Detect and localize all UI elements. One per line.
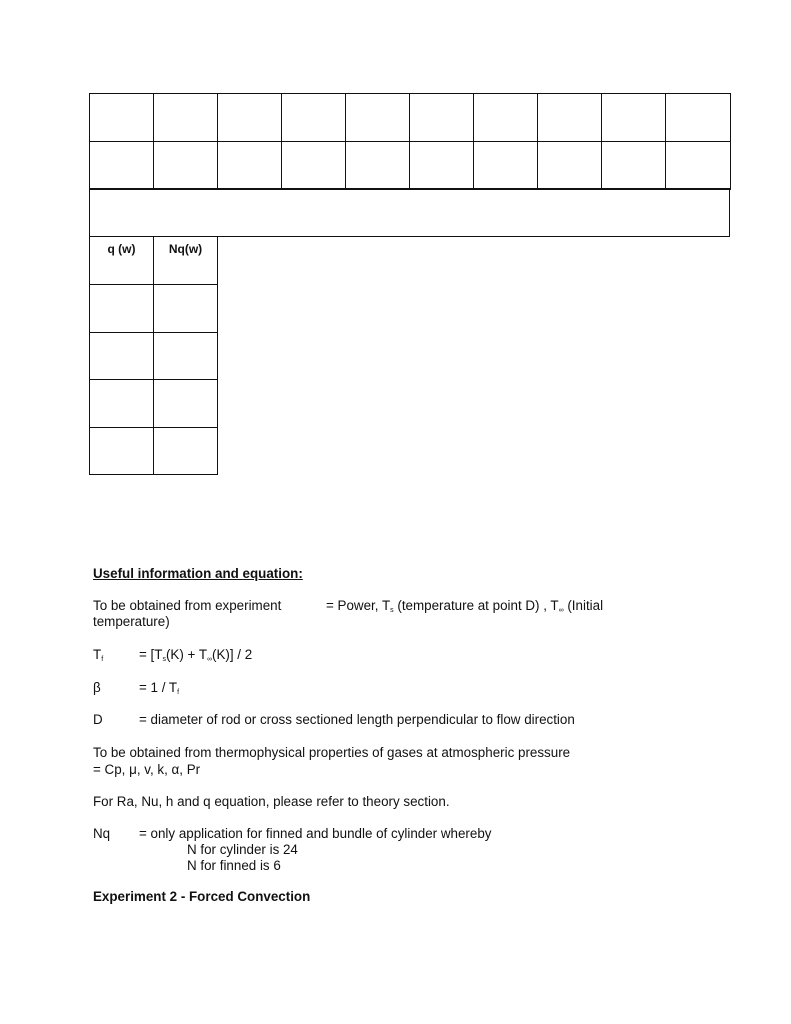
table-cell (153, 427, 218, 476)
next-section-title: Experiment 2 - Forced Convection (93, 889, 311, 904)
nq-finned: N for finned is 6 (187, 858, 281, 873)
table-cell (473, 141, 538, 190)
header-q: q (w) (89, 236, 154, 285)
experiment-value: = Power, $T_s$ (temperature at point D) , $T_\infty$ (Initial (326, 598, 604, 614)
section-title: Useful information and equation: (93, 566, 303, 581)
theory-note: For Ra, Nu, h and q equation, please refer to theory section. (93, 794, 450, 809)
table-cell (601, 141, 666, 190)
thermo-line1: To be obtained from thermophysical properties of gases at atmospheric pressure (93, 745, 571, 760)
table-cell (89, 332, 154, 381)
table-cell (153, 93, 218, 142)
table-cell (153, 284, 218, 333)
table-cell (601, 93, 666, 142)
table-merged-row (89, 188, 730, 237)
thermo-line2: = Cp, μ, v, k, α, Pr (93, 762, 201, 777)
experiment-value-cont: temperature) (93, 614, 170, 629)
table-cell (217, 93, 282, 142)
table-cell (665, 141, 731, 190)
d-definition: = diameter of rod or cross sectioned length perpendicular to flow direction (139, 712, 575, 727)
table-cell (409, 141, 474, 190)
nq-cylinder: N for cylinder is 24 (187, 842, 298, 857)
table-cell (89, 427, 154, 476)
table-cell (89, 379, 154, 428)
table-cell (537, 93, 602, 142)
table-cell (281, 93, 346, 142)
header-nq: Nq(w) (153, 236, 218, 285)
table-cell (89, 141, 154, 190)
table-cell (217, 141, 282, 190)
table-cell (665, 93, 731, 142)
table-cell (89, 284, 154, 333)
experiment-label: To be obtained from experiment (93, 598, 282, 613)
beta-label: β (93, 680, 101, 695)
tf-equation: = $[T_s(K) + T_\infty(K)] / 2$ (139, 647, 253, 663)
nq-definition: = only application for finned and bundle of cylinder whereby (139, 826, 492, 841)
d-label: D (93, 712, 103, 727)
table-cell (89, 93, 154, 142)
table-cell (153, 332, 218, 381)
table-cell (537, 141, 602, 190)
table-cell (473, 93, 538, 142)
table-cell (281, 141, 346, 190)
table-cell (409, 93, 474, 142)
tf-label: $T_f$ (93, 647, 104, 663)
table-cell (153, 379, 218, 428)
table-cell (153, 141, 218, 190)
nq-label: Nq (93, 826, 111, 841)
beta-equation: = $1 / T_f$ (139, 680, 180, 696)
table-cell (345, 93, 410, 142)
table-cell (345, 141, 410, 190)
